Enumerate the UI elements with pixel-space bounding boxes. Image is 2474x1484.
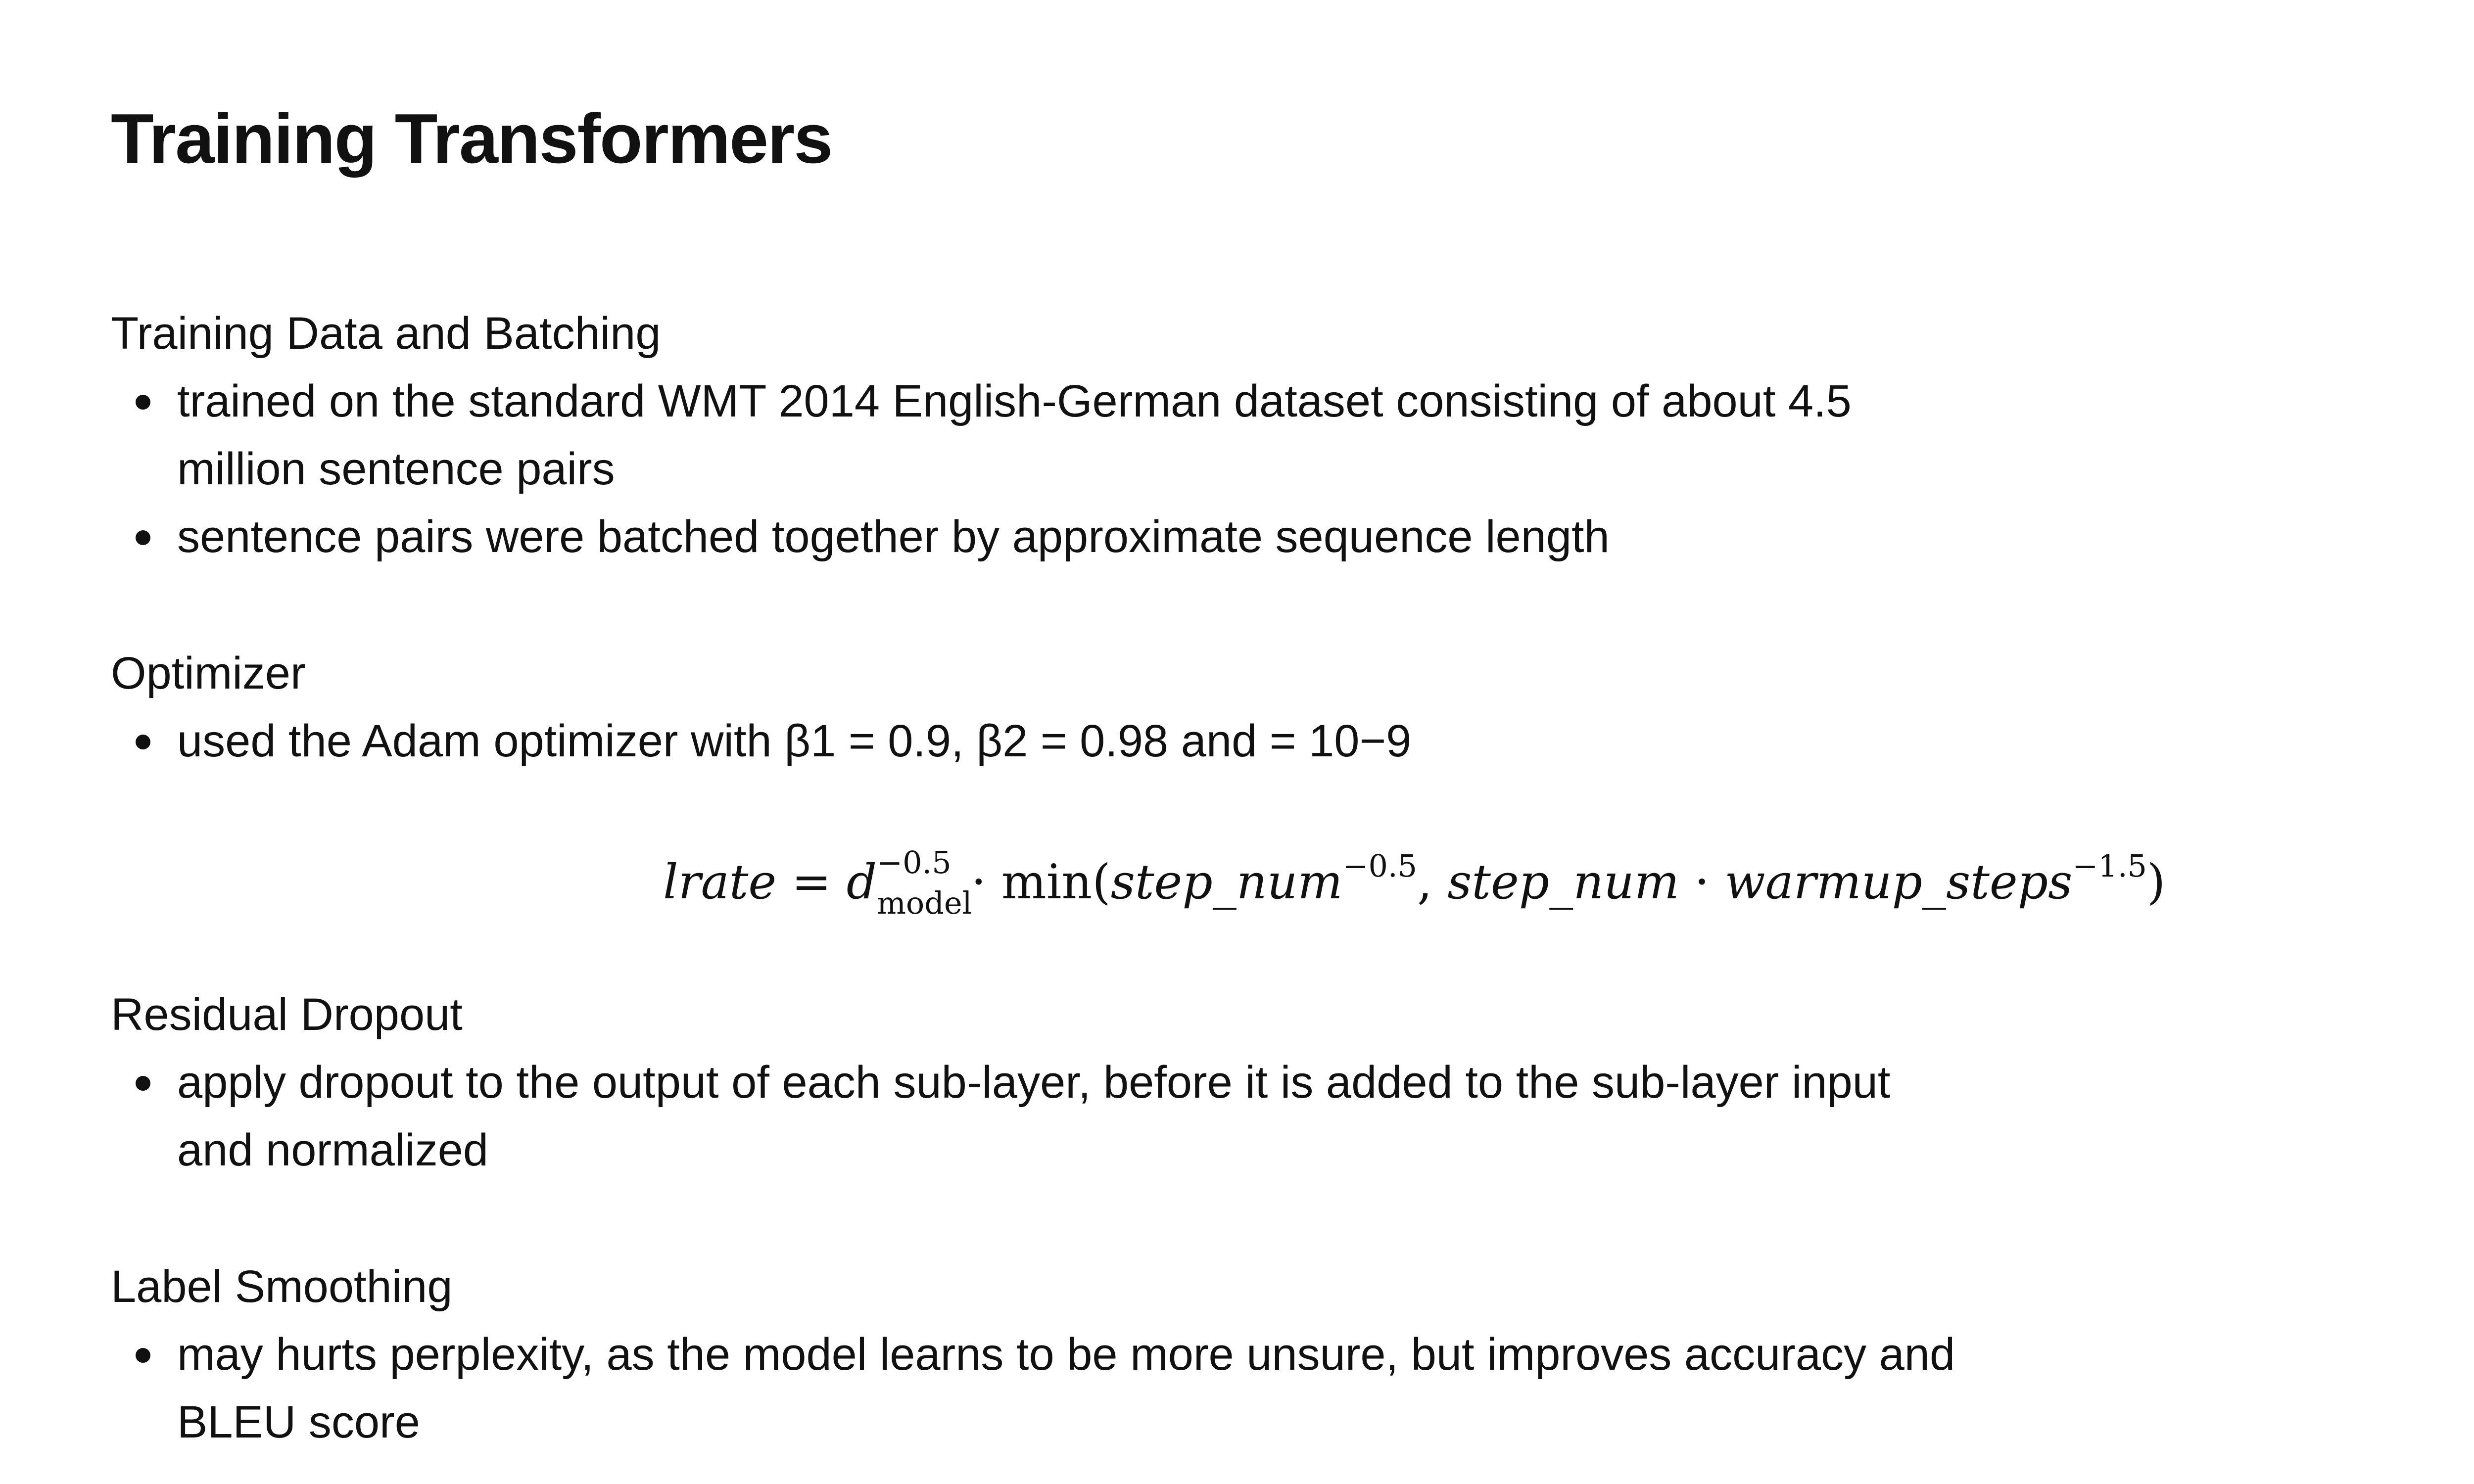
- bullet-text: may hurts perplexity, as the model learns to be more unsure, but improves accuracy and BLEU score: [177, 1329, 1955, 1447]
- section-heading: Residual Dropout: [111, 989, 463, 1040]
- bullet-item: [111, 1321, 1978, 1456]
- formula-step-num-exponent: −0.5: [1342, 848, 1418, 884]
- bullet-item: [111, 503, 1942, 571]
- slide-title: Training Transformers: [111, 99, 832, 178]
- bullet-list: [111, 1321, 1955, 1456]
- section-residual-dropout: [111, 981, 1942, 1184]
- formula-comma: ,: [1417, 854, 1432, 910]
- bullet-item: [111, 368, 1909, 503]
- bullet-item: [111, 1049, 1968, 1184]
- bullet-list: [111, 707, 1942, 775]
- formula-dot: ·: [971, 854, 987, 910]
- formula-step-num: step_num: [1447, 854, 1679, 910]
- formula-dot: ·: [1694, 854, 1710, 910]
- formula-warmup-steps: warmup_steps: [1724, 854, 2073, 910]
- bullet-text: used the Adam optimizer with β1 = 0.9, β2 = 0.98 and = 10−9: [177, 716, 1412, 766]
- formula-d-superscript: −0.5: [877, 844, 952, 881]
- formula-step-num: step_num: [1110, 854, 1343, 910]
- bullet-text: trained on the standard WMT 2014 English-German dataset consisting of about 4.5 million sentence pairs: [177, 376, 1852, 494]
- formula-close-paren: ): [2146, 854, 2166, 910]
- section-heading: Training Data and Batching: [111, 308, 661, 359]
- formula-warmup-exponent: −1.5: [2072, 848, 2147, 884]
- section-label-smoothing: [111, 1253, 1955, 1456]
- formula-equals: =: [791, 854, 832, 910]
- bullet-list: [111, 1049, 1942, 1184]
- section-training-data: [111, 300, 1942, 571]
- bullet-text: sentence pairs were batched together by approximate sequence length: [177, 511, 1610, 562]
- bullet-list: [111, 368, 1942, 571]
- section-heading: Optimizer: [111, 648, 306, 698]
- learning-rate-formula: [663, 844, 2166, 921]
- formula-min: min(: [1001, 854, 1111, 910]
- bullet-item: [111, 707, 1942, 775]
- formula-d-subscript: model: [877, 885, 972, 921]
- section-optimizer: [111, 640, 1942, 775]
- formula-lrate: lrate: [663, 854, 777, 910]
- section-heading: Label Smoothing: [111, 1261, 453, 1312]
- formula-d: d: [846, 854, 877, 910]
- bullet-text: apply dropout to the output of each sub-layer, before it is added to the sub-layer input and normalized: [177, 1057, 1891, 1175]
